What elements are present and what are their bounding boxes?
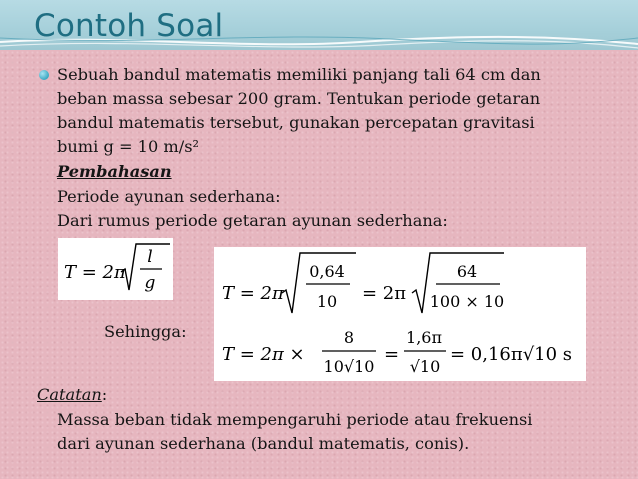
step2-lhs: T = 2π × xyxy=(222,344,305,365)
step1-lhs: T = 2π xyxy=(222,283,284,304)
note-line-2: dari ayunan sederhana (bandul matematis, conis). xyxy=(57,434,470,453)
solution-heading: Pembahasan xyxy=(57,162,172,181)
problem-line-3: bandul matematis tersebut, gunakan percepatan gravitasi xyxy=(57,113,535,132)
note-line-1: Massa beban tidak mempengaruhi periode atau frekuensi xyxy=(57,410,533,429)
title-bar xyxy=(0,0,638,50)
page-title: Contoh Soal xyxy=(34,8,224,44)
step2-eq1: = xyxy=(384,344,400,365)
step2-frac2-den: √10 xyxy=(409,357,441,376)
formula-general xyxy=(58,238,173,300)
problem-line-2: beban massa sebesar 200 gram. Tentukan periode getaran xyxy=(57,89,541,108)
step2-frac1-den: 10√10 xyxy=(323,357,375,376)
formula-steps xyxy=(214,247,586,381)
sehingga-label: Sehingga: xyxy=(104,322,187,341)
formula-general-lhs: T = 2π xyxy=(64,262,126,283)
step1-den1: 10 xyxy=(316,292,338,311)
problem-line-4: bumi g = 10 m/s² xyxy=(57,137,200,156)
step1-num2: 64 xyxy=(456,262,478,281)
step1-eq: = 2π xyxy=(362,283,407,304)
solution-line-1: Periode ayunan sederhana: xyxy=(57,187,281,206)
note-label: Catatan xyxy=(37,385,102,404)
step2-result: = 0,16π√10 s xyxy=(450,344,573,365)
step1-den2: 100 × 10 xyxy=(429,292,505,311)
step2-frac1-num: 8 xyxy=(343,328,355,347)
step2-frac2-num: 1,6π xyxy=(406,328,442,347)
formula-steps-svg xyxy=(214,247,586,381)
solution-line-2: Dari rumus periode getaran ayunan sederhana: xyxy=(57,211,448,230)
formula-general-svg xyxy=(58,238,173,300)
formula-general-num: l xyxy=(147,247,153,267)
step1-num1: 0,64 xyxy=(309,262,345,281)
bullet-icon xyxy=(39,70,49,80)
note-heading xyxy=(37,384,107,406)
note-colon: : xyxy=(101,385,108,404)
formula-general-den: g xyxy=(144,273,156,293)
problem-line-1: Sebuah bandul matematis memiliki panjang tali 64 cm dan xyxy=(57,65,541,84)
